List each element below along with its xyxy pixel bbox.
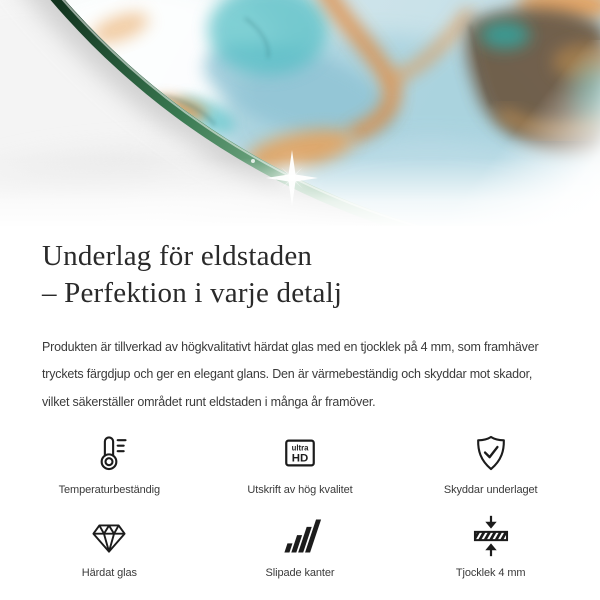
beveled-edges-icon: [276, 513, 324, 559]
description-line: Produkten är tillverkad av högkvalitativt härdat glas med en tjocklek på 4 mm, som framhäver: [42, 339, 539, 354]
description-line: tryckets färgdjup och ger en elegant glans. Den är värmebeständig och skyddar mot skador,: [42, 367, 533, 381]
description-line: vilket säkerställer området runt eldstaden i många år framöver.: [42, 394, 376, 409]
feature-tempered-glass: [14, 513, 205, 580]
feature-label: Tjocklek 4 mm: [455, 567, 526, 579]
feature-label: Härdat glas: [81, 567, 137, 579]
feature-label: Temperaturbeständig: [58, 484, 161, 496]
svg-text:HD: HD: [291, 452, 309, 465]
svg-text:ultra: ultra: [291, 443, 309, 453]
feature-label: Utskrift av hög kvalitet: [247, 484, 353, 496]
product-description: [0, 325, 600, 417]
feature-thickness: [395, 513, 586, 580]
diamond-icon: [85, 513, 133, 559]
ultra-hd-icon: [276, 430, 324, 476]
page-title-line2: – Perfektion i varje detalj: [42, 277, 343, 309]
product-image: [0, 0, 600, 232]
shield-check-icon: [467, 430, 515, 476]
feature-grid: [0, 430, 600, 580]
page-title-line1: Underlag för eldstaden: [42, 240, 313, 272]
feature-protects: [395, 430, 586, 497]
page-title: [0, 232, 600, 312]
feature-label: Skyddar underlaget: [443, 484, 538, 496]
feature-polished-edges: [205, 513, 396, 580]
thickness-icon: [467, 513, 515, 559]
feature-label: Slipade kanter: [265, 567, 335, 579]
feature-print-quality: [205, 430, 396, 497]
thermometer-icon: [85, 430, 133, 476]
feature-temperature: [14, 430, 205, 497]
glass-disc-illustration: [0, 0, 600, 232]
